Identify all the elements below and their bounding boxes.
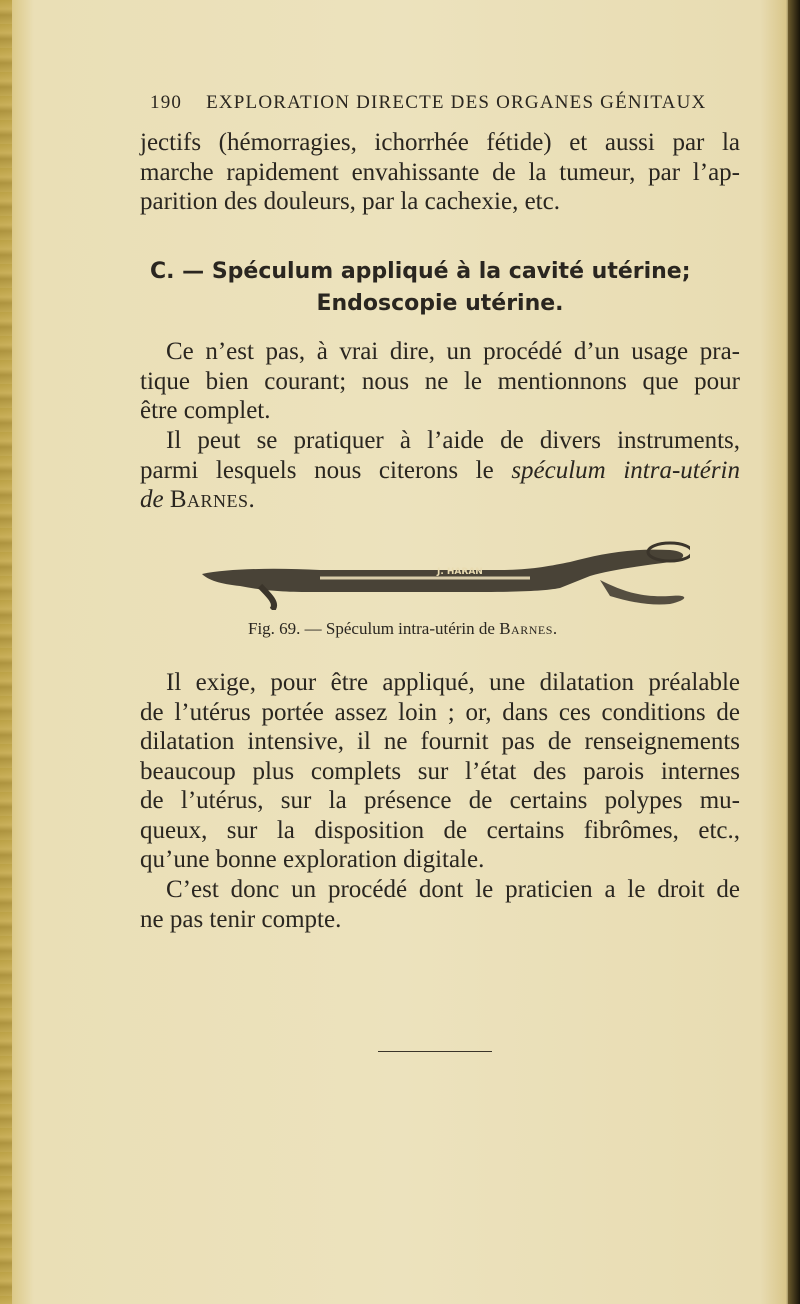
paragraph-2	[140, 426, 740, 515]
text-line: Il peut se pratiquer à l’aide de divers instruments,	[166, 427, 740, 454]
caption-text: Fig. 69. — Spéculum intra-utérin de	[248, 619, 495, 638]
figure-caption	[248, 619, 728, 639]
page-binding-edge	[0, 0, 12, 1304]
text-line: parition des douleurs, par la cachexie, etc.	[140, 188, 560, 215]
text-line: C’est donc un procédé dont le praticien a le droit de	[166, 876, 740, 903]
text-line: de l’utérus portée assez loin ; or, dans ces conditions de	[140, 698, 740, 726]
paragraph-4	[140, 875, 740, 934]
running-title: EXPLORATION DIRECTE DES ORGANES GÉNITAUX	[206, 92, 707, 113]
text-line: beaucoup plus complets sur l’état des parois internes	[140, 757, 740, 785]
section-heading-line-1: C. — Spéculum appliqué à la cavité utérine;	[150, 259, 691, 284]
text-fragment: parmi lesquels nous citerons le	[140, 456, 512, 484]
running-header	[150, 92, 750, 114]
text-line: Ce n’est pas, à vrai dire, un procédé d’un usage pra-	[166, 338, 740, 365]
text-line	[140, 485, 740, 515]
text-line: queux, sur la disposition de certains fibrômes, etc.,	[140, 816, 740, 844]
text-line: Il exige, pour être appliqué, une dilatation préalable	[166, 669, 740, 696]
maker-mark: J. HARAN	[437, 567, 483, 577]
text-line	[140, 456, 740, 486]
text-line: ne pas tenir compte.	[140, 905, 342, 933]
text-line: marche rapidement envahissante de la tumeur, par l’ap-	[140, 158, 740, 186]
italic-term: spéculum intra-utérin	[511, 456, 741, 484]
paragraph-1	[140, 337, 740, 426]
page-shadow-edge	[788, 0, 800, 1304]
text-line: qu’une bonne exploration digitale.	[140, 846, 485, 873]
italic-de: de	[140, 486, 164, 513]
page-number: 190	[150, 92, 183, 113]
author-name: Barnes.	[169, 486, 256, 513]
paragraph-3	[140, 668, 740, 875]
text-line: tique bien courant; nous ne le mentionnons que pour	[140, 367, 740, 395]
intro-paragraph	[140, 128, 740, 217]
speculum-illustration	[200, 540, 690, 610]
section-end-rule	[378, 1051, 492, 1052]
section-heading	[140, 256, 740, 320]
text-line: de l’utérus, sur la présence de certains polypes mu-	[140, 787, 740, 814]
text-line: dilatation intensive, il ne fournit pas de renseignements	[140, 728, 740, 755]
text-line: être complet.	[140, 397, 271, 424]
section-heading-line-2: Endoscopie utérine.	[316, 291, 564, 316]
caption-author: Barnes.	[499, 619, 558, 638]
text-line: jectifs (hémorragies, ichorrhée fétide) et aussi par la	[140, 129, 740, 156]
